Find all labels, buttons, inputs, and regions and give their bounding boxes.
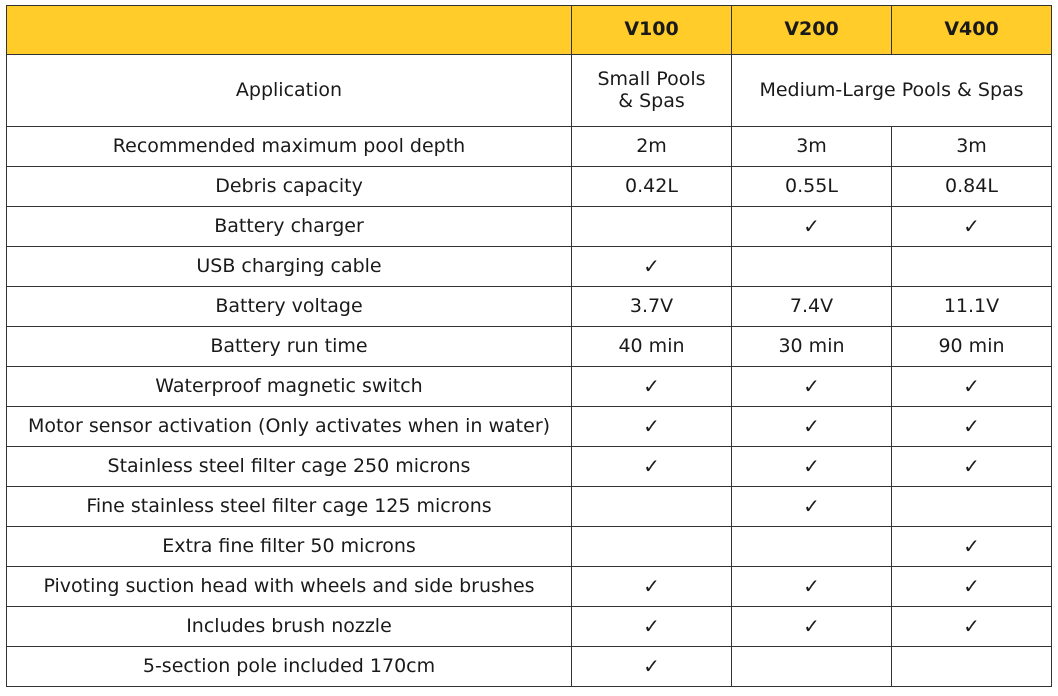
- feature-label: USB charging cable: [7, 247, 572, 287]
- table-row: [7, 487, 1052, 527]
- v200-value: ✓: [732, 567, 892, 607]
- table-row: [7, 647, 1052, 687]
- feature-label: Battery charger: [7, 207, 572, 247]
- v200-value: ✓: [732, 487, 892, 527]
- v100-value: [572, 527, 732, 567]
- v100-value: ✓: [572, 567, 732, 607]
- v200-value: [732, 527, 892, 567]
- v200-value: [732, 647, 892, 687]
- v200-value: ✓: [732, 367, 892, 407]
- header-v400: V400: [892, 6, 1052, 55]
- v200-value: [732, 247, 892, 287]
- v400-value: ✓: [892, 607, 1052, 647]
- v400-value: 90 min: [892, 327, 1052, 367]
- application-v100-text: Small Pools & Spas: [597, 67, 706, 112]
- v400-value: ✓: [892, 567, 1052, 607]
- v200-value: ✓: [732, 447, 892, 487]
- v400-value: ✓: [892, 407, 1052, 447]
- v100-value: 0.42L: [572, 167, 732, 207]
- v100-value: ✓: [572, 247, 732, 287]
- v400-value: [892, 647, 1052, 687]
- header-v200: V200: [732, 6, 892, 55]
- table-row: [7, 287, 1052, 327]
- feature-label: Fine stainless steel filter cage 125 microns: [7, 487, 572, 527]
- v400-value: ✓: [892, 367, 1052, 407]
- feature-label: Waterproof magnetic switch: [7, 367, 572, 407]
- v400-value: ✓: [892, 447, 1052, 487]
- table-row: [7, 327, 1052, 367]
- v400-value: 0.84L: [892, 167, 1052, 207]
- v100-value: 2m: [572, 127, 732, 167]
- application-v100: [572, 55, 732, 127]
- feature-label: Battery run time: [7, 327, 572, 367]
- v200-value: ✓: [732, 207, 892, 247]
- v200-value: 7.4V: [732, 287, 892, 327]
- feature-label: Includes brush nozzle: [7, 607, 572, 647]
- table-row: [7, 607, 1052, 647]
- comparison-table-container: [6, 5, 1052, 687]
- v100-value: ✓: [572, 447, 732, 487]
- table-row: [7, 167, 1052, 207]
- feature-label: 5-section pole included 170cm: [7, 647, 572, 687]
- feature-label: Debris capacity: [7, 167, 572, 207]
- v400-value: [892, 247, 1052, 287]
- feature-label: Motor sensor activation (Only activates when in water): [7, 407, 572, 447]
- comparison-table: [6, 5, 1052, 687]
- application-label: Application: [7, 55, 572, 127]
- v400-value: 11.1V: [892, 287, 1052, 327]
- application-row: [7, 55, 1052, 127]
- v200-value: 0.55L: [732, 167, 892, 207]
- v200-value: 30 min: [732, 327, 892, 367]
- v100-value: ✓: [572, 407, 732, 447]
- table-row: [7, 207, 1052, 247]
- v400-value: ✓: [892, 527, 1052, 567]
- v100-value: [572, 487, 732, 527]
- table-row: [7, 367, 1052, 407]
- v200-value: ✓: [732, 407, 892, 447]
- feature-label: Extra fine filter 50 microns: [7, 527, 572, 567]
- application-v200-v400: Medium-Large Pools & Spas: [732, 55, 1052, 127]
- header-blank-cell: [7, 6, 572, 55]
- table-row: [7, 127, 1052, 167]
- table-row: [7, 407, 1052, 447]
- feature-label: Recommended maximum pool depth: [7, 127, 572, 167]
- header-v100: V100: [572, 6, 732, 55]
- v400-value: ✓: [892, 207, 1052, 247]
- v100-value: [572, 207, 732, 247]
- v400-value: 3m: [892, 127, 1052, 167]
- v100-value: ✓: [572, 647, 732, 687]
- table-row: [7, 567, 1052, 607]
- v400-value: [892, 487, 1052, 527]
- v200-value: 3m: [732, 127, 892, 167]
- table-header-row: [7, 6, 1052, 55]
- feature-label: Battery voltage: [7, 287, 572, 327]
- feature-label: Stainless steel filter cage 250 microns: [7, 447, 572, 487]
- v100-value: 3.7V: [572, 287, 732, 327]
- v100-value: ✓: [572, 607, 732, 647]
- v100-value: 40 min: [572, 327, 732, 367]
- table-row: [7, 527, 1052, 567]
- table-row: [7, 247, 1052, 287]
- v100-value: ✓: [572, 367, 732, 407]
- v200-value: ✓: [732, 607, 892, 647]
- table-row: [7, 447, 1052, 487]
- feature-label: Pivoting suction head with wheels and side brushes: [7, 567, 572, 607]
